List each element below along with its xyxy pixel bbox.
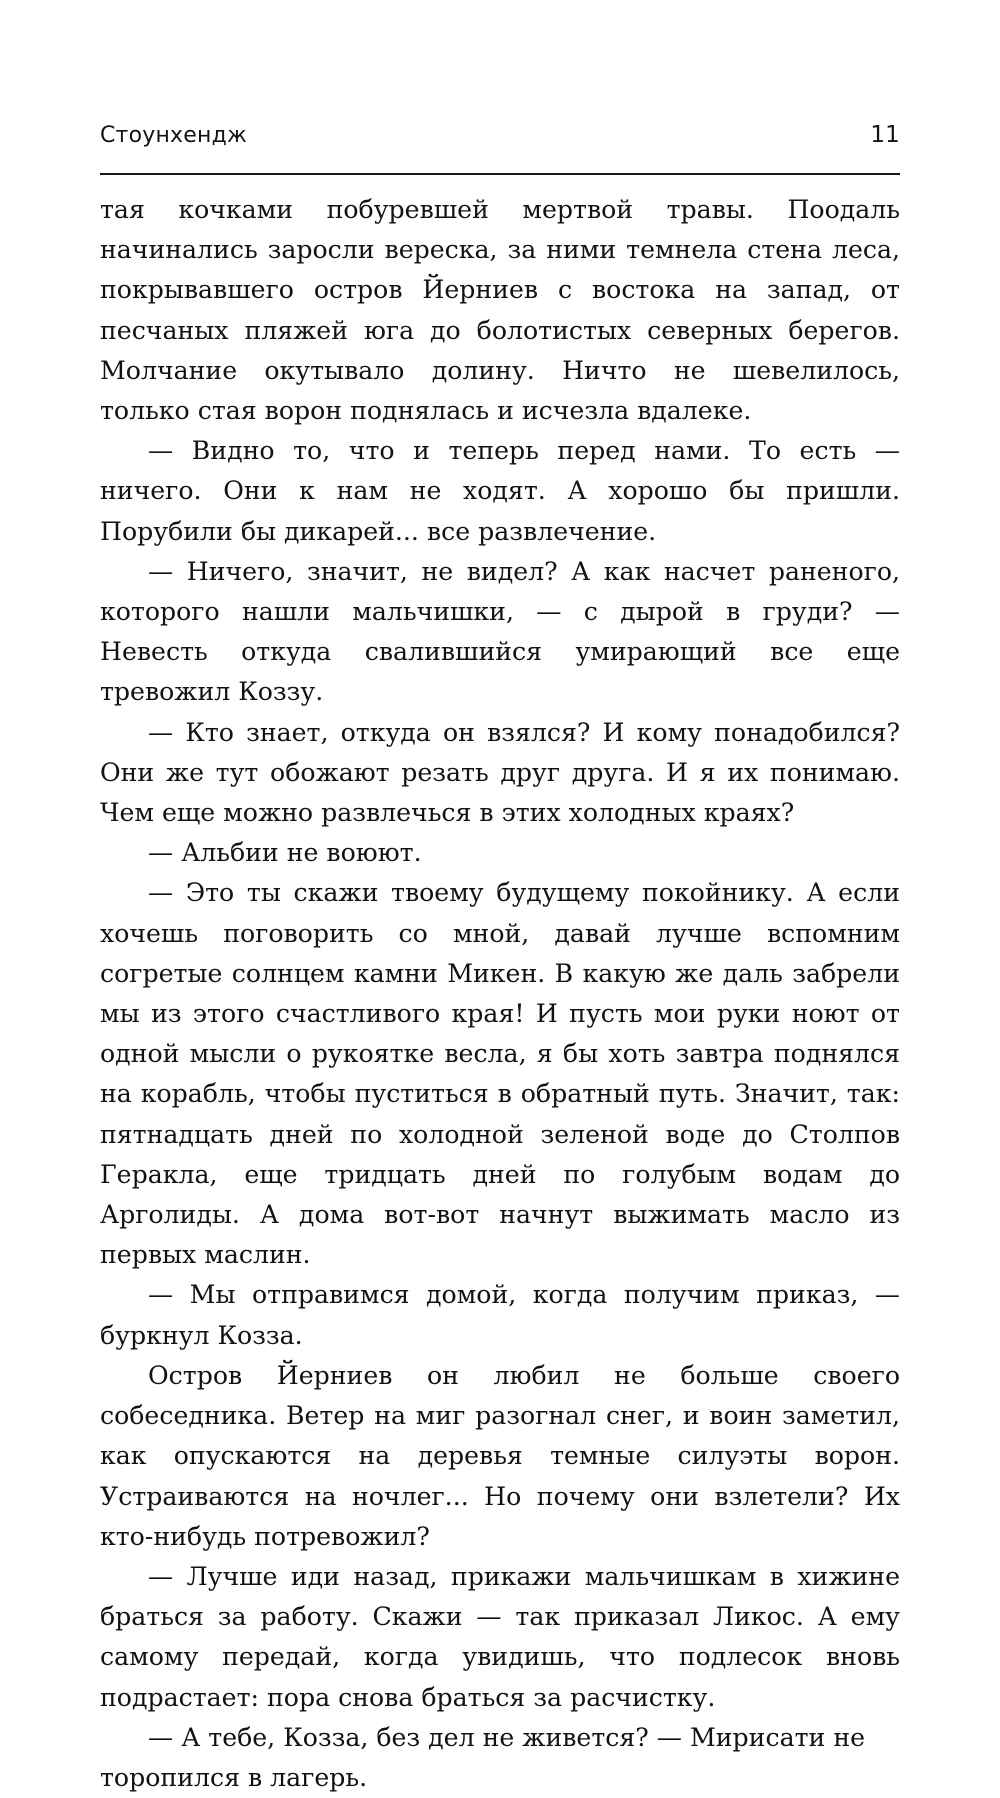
body-paragraph: — Ничего, значит, не видел? А как насчет раненого, которого нашли мальчишки, — с дырой в груди? — Невесть откуда свалившийся умирающий все еще тревожил Коззу. xyxy=(100,556,900,707)
body-text xyxy=(100,190,900,1798)
body-paragraph: — А тебе, Козза, без дел не живется? — Мирисати не торопился в лагерь. xyxy=(100,1722,866,1792)
header-divider xyxy=(100,173,900,175)
body-paragraph: — Альбии не воюют. xyxy=(148,838,422,868)
body-paragraph: — Видно то, что и теперь перед нами. То есть — ничего. Они к нам не ходят. А хорошо бы пришли. Порубили бы дикарей... все развлечение. xyxy=(100,436,900,546)
body-paragraph: Остров Йерниев он любил не больше своего собеседника. Ветер на миг разогнал снег, и воин заметил, как опускаются на деревья темные силуэты ворон. Устраиваются на ночлег... Но почему они взлетели? Их кто-нибудь потревожил? xyxy=(100,1360,900,1551)
running-head xyxy=(100,122,900,148)
body-paragraph: — Мы отправимся домой, когда получим приказ, — буркнул Козза. xyxy=(100,1280,900,1350)
body-paragraph: тая кочками побуревшей мертвой травы. Поодаль начинались заросли вереска, за ними темнела стена леса, покрывавшего остров Йерниев с востока на запад, от песчаных пляжей юга до болотистых северных берегов. Молчание окутывало долину. Ничто не шевелилось, только стая ворон поднялась и исчезла вдалеке. xyxy=(100,195,900,426)
body-paragraph: — Кто знает, откуда он взялся? И кому понадобился? Они же тут обожают резать друг друга. И я их понимаю. Чем еще можно развлечься в этих холодных краях? xyxy=(100,717,900,828)
page-number: 11 xyxy=(870,122,900,148)
running-head-title: Стоунхендж xyxy=(100,123,248,148)
body-paragraph: — Лучше иди назад, прикажи мальчишкам в хижине браться за работу. Скажи — так приказал Ликос. А ему самому передай, когда увидишь, что подлесок вновь подрастает: пора снова браться за расчистку. xyxy=(100,1561,900,1712)
body-paragraph: — Это ты скажи твоему будущему покойнику. А если хочешь поговорить со мной, давай лучше вспомним согретые солнцем камни Микен. В какую же даль забрели мы из этого счастливого края! И пусть мои руки ноют от одной мысли о рукоятке весла, я бы хоть завтра поднялся на корабль, чтобы пуститься в обратный путь. Значит, так: пятнадцать дней по холодной зеленой воде до Столпов Геракла, еще тридцать дней по голубым водам до Арголиды. А дома вот-вот начнут выжимать масло из первых маслин. xyxy=(100,878,900,1270)
